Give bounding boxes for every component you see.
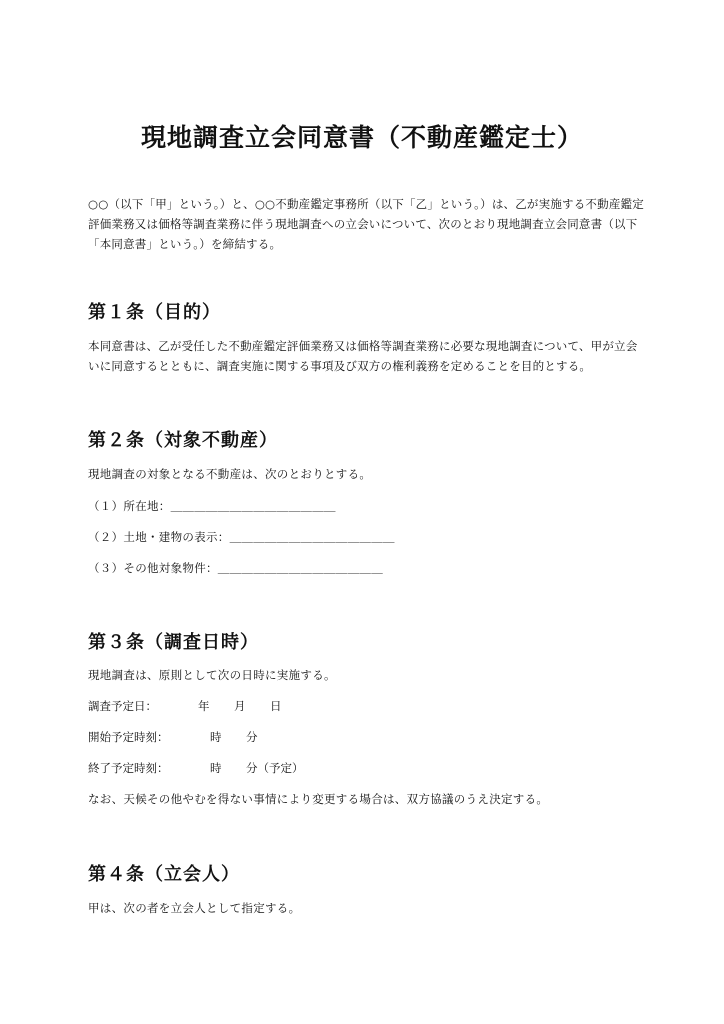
intro-paragraph: ○○（以下「甲」という。）と、○○不動産鑑定事務所（以下「乙」という。）は、乙が実施する不動産鑑定評価業務又は価格等調査業務に伴う現地調査への立会いについて、次のとおり現地調査立会同意書（以下「本同意書」という。）を締結する。 [88,197,644,251]
article-4-heading: 第４条（立会人） [88,864,240,885]
article-2-item-2: （２）土地・建物の表示：＿＿＿＿＿＿＿＿＿＿＿＿＿＿ [88,530,395,544]
start-time-label: 開始予定時刻： [88,730,169,744]
article-2-item-3: （３）その他対象物件：＿＿＿＿＿＿＿＿＿＿＿＿＿＿ [88,561,383,575]
article-4-body: 甲は、次の者を立会人として指定する。 [88,901,301,915]
article-3-body: 現地調査は、原則として次の日時に実施する。 [88,668,336,682]
survey-date-label: 調査予定日： [88,699,157,713]
article-2-heading: 第２条（対象不動産） [88,430,278,451]
survey-day-unit: 日 [270,699,282,713]
document-title: 現地調査立会同意書（不動産鑑定士） [140,123,583,152]
article-3-heading: 第３条（調査日時） [88,632,259,653]
article-1-body: 本同意書は、乙が受任した不動産鑑定評価業務又は価格等調査業務に必要な現地調査について、甲が立会いに同意するとともに、調査実施に関する事項及び双方の権利義務を定めることを目的とする。 [88,339,638,373]
article-2-body: 現地調査の対象となる不動産は、次のとおりとする。 [88,467,372,481]
start-hour-unit: 時 [210,730,222,744]
article-1-heading: 第１条（目的） [88,302,221,323]
end-minute-unit: 分（予定） [246,761,304,775]
survey-year-unit: 年 [198,699,210,713]
end-hour-unit: 時 [210,761,222,775]
article-2-item-1: （１）所在地：＿＿＿＿＿＿＿＿＿＿＿＿＿＿ [88,499,336,513]
start-minute-unit: 分 [246,730,258,744]
end-time-label: 終了予定時刻： [88,761,169,775]
survey-month-unit: 月 [234,699,246,713]
article-3-note: なお、天候その他やむを得ない事情により変更する場合は、双方協議のうえ決定する。 [88,792,549,806]
